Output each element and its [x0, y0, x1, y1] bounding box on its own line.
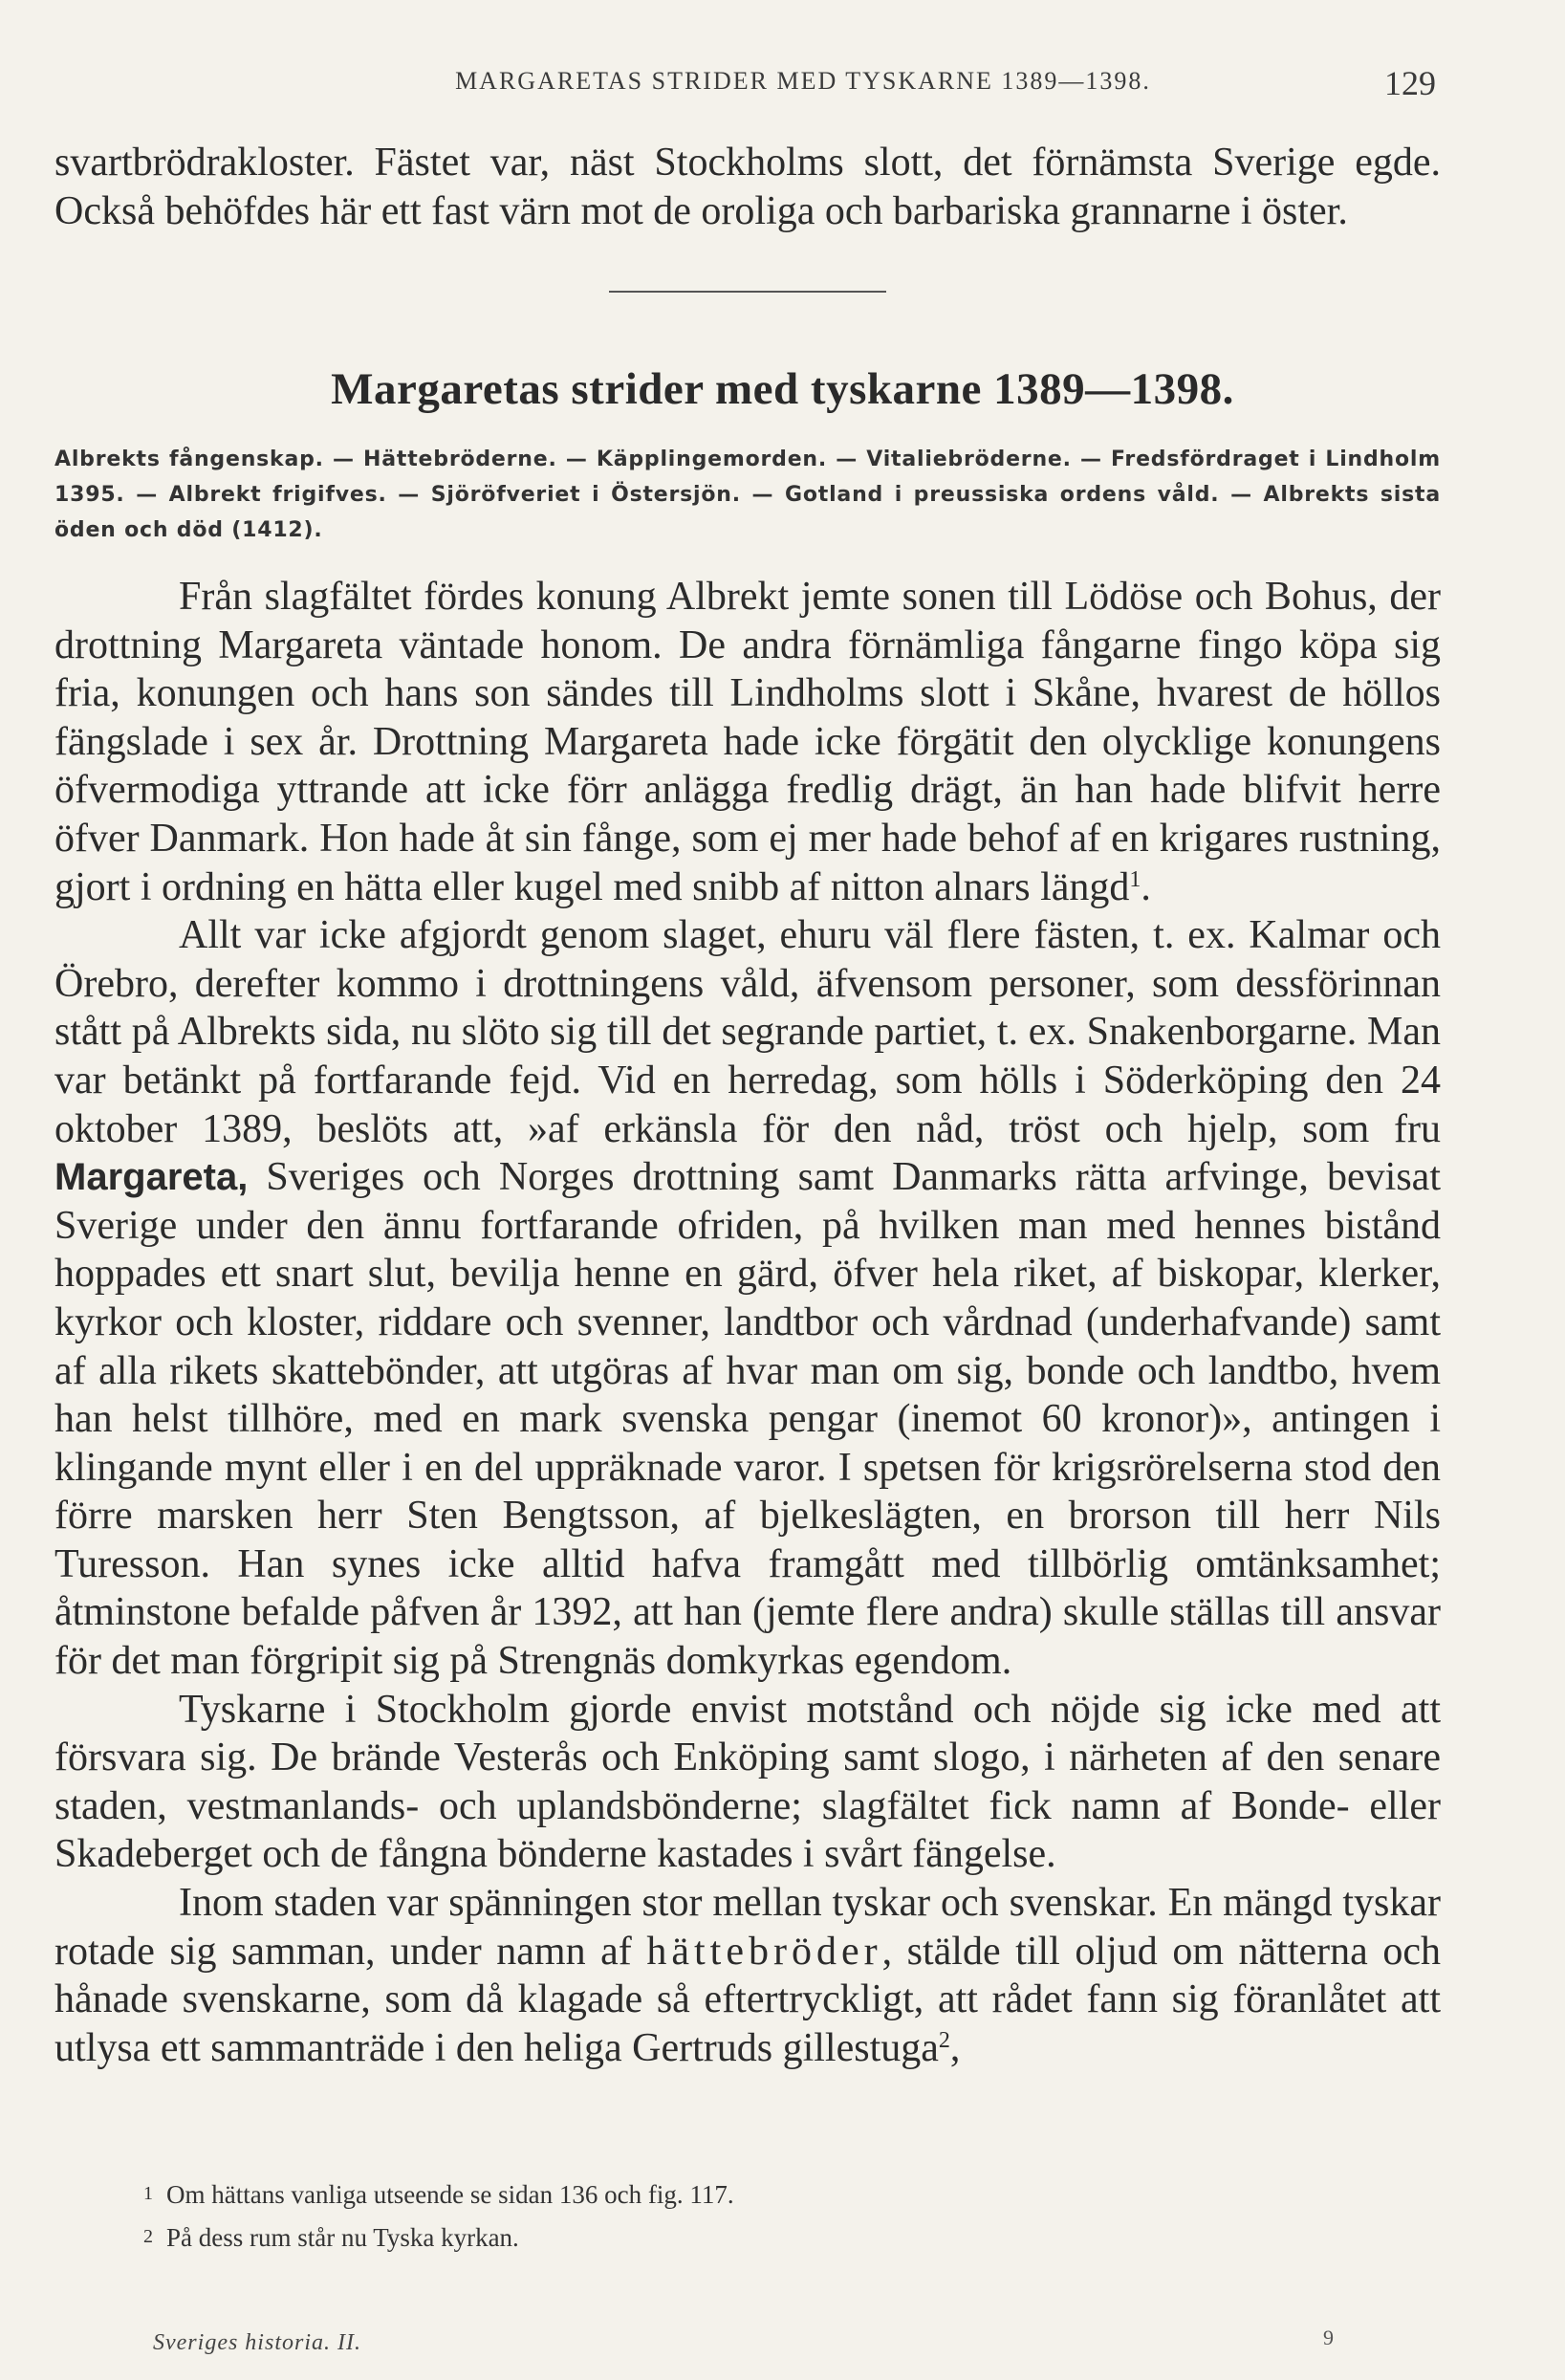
paragraph-1: Från slagfältet fördes konung Albrekt jemte sonen till Lödöse och Bohus, der drottning Margareta väntade honom. De andra förnämliga fångarne fingo köpa sig fria, konungen och hans son sändes till Lindholms slott i Skåne, hvarest de höllos fängslade i sex år. Drottning Margareta hade icke förgätit den olycklige konungens öfvermodiga yttrande att icke förr anlägga fredlig drägt, än han hade blifvit herre öfver Danmark. Hon hade åt sin fånge, som ej mer hade behof af en krigares rustning, gjort i ordning en hätta eller kugel med snibb af nitton alnars längd$^1$. [54, 575, 1441, 909]
footnote: 1 Om hättans vanliga utseende se sidan 136 och fig. 117. [143, 2180, 734, 2209]
section-divider [609, 291, 886, 293]
intro-paragraph: svartbrödrakloster. Fästet var, näst Stockholms slott, det förnämsta Sverige egde. Också behöfdes här ett fast värn mot de oroliga och barbariska grannarne i öster. [54, 141, 1441, 233]
emphasized-name: Margareta, [54, 1156, 249, 1199]
spaced-term: hättebröder [646, 1929, 882, 1974]
sheet-number: 9 [1323, 2325, 1334, 2349]
footnote: 2 På dess rum står nu Tyska kyrkan. [143, 2223, 519, 2252]
footnotes [143, 2173, 1386, 2259]
paragraph-2: Allt var icke afgjordt genom slaget, ehuru väl flere fästen, t. ex. Kalmar och Örebro, derefter kommo i drottningens våld, äfvensom personer, som dessförinnan stått på Albrekts sida, nu slöto sig till det segrande partiet, t. ex. Snakenborgarne. Man var betänkt på fortfarande fejd. Vid en herredag, som hölls i Söderköping den 24 oktober 1389, beslöts att, »af erkänsla för den nåd, tröst och hjelp, som fru Margareta, Sveriges och Norges drottning samt Danmarks rätta arfvinge, bevisat Sverige under den ännu fortfarande ofriden, på hvilken man med hennes bistånd hoppades ett snart slut, bevilja henne en gärd, öfver hela riket, af biskopar, klerker, kyrkor och kloster, riddare och svenner, landtbor och vårdnad (underhafvande) samt af alla rikets skattebönder, att utgöras af hvar man om sig, bonde och landtbo, hvem han helst tillhöre, med en mark svenska pengar (inemot 60 kronor)», antingen i klingande mynt eller i en del uppräknade varor. I spetsen för krigsrörelserna stod den förre marsken herr Sten Bengtsson, af bjelkeslägten, en brorson till herr Nils Turesson. Han synes icke alltid hafva framgått med tillbörlig omtänksamhet; åtminstone befalde påfven år 1392, att han (jemte flere andra) skulle ställas till ansvar för det man förgripit sig på Strengnäs domkyrkas egendom. [54, 913, 1441, 1684]
paragraph-4: Inom staden var spänningen stor mellan tyskar och svenskar. En mängd tyskar rotade sig samman, under namn af hättebröder, stälde till oljud om nätterna och hånade svenskarne, som då klagade så eftertryckligt, att rådet fann sig föranlåtet att utlysa ett sammanträde i den heliga Gertruds gillestuga$^2$, [54, 1881, 1441, 2070]
section-summary: Albrekts fångenskap. — Hättebröderne. — Käpplingemorden. — Vitaliebröderne. — Fredsfördraget i Lindholm 1395. — Albrekt frigifves. — Sjöröfveriet i Östersjön. — Gotland i preussiska ordens våld. — Albrekts sista öden och död (1412). [54, 448, 1441, 542]
book-signature: Sveriges historia. II. [153, 2330, 361, 2355]
footnote-ref-2: 2 [938, 2027, 950, 2053]
running-head: MARGARETAS STRIDER MED TYSKARNE 1389—1398. [455, 67, 1151, 95]
page-number: 129 [1384, 64, 1436, 102]
footnote-ref-1: 1 [1129, 866, 1141, 892]
main-text [54, 573, 1441, 2072]
paragraph-3: Tyskarne i Stockholm gjorde envist motstånd och nöjde sig icke med att försvara sig. De brände Vesterås och Enköping samt slogo, i närheten af den senare staden, vestmanlands- och uplandsbönderne; slagfältet fick namn af Bonde- eller Skadeberget och de fångna bönderne kastades i svårt fängelse. [54, 1687, 1441, 1877]
section-title: Margaretas strider med tyskarne 1389—1398. [331, 364, 1234, 414]
